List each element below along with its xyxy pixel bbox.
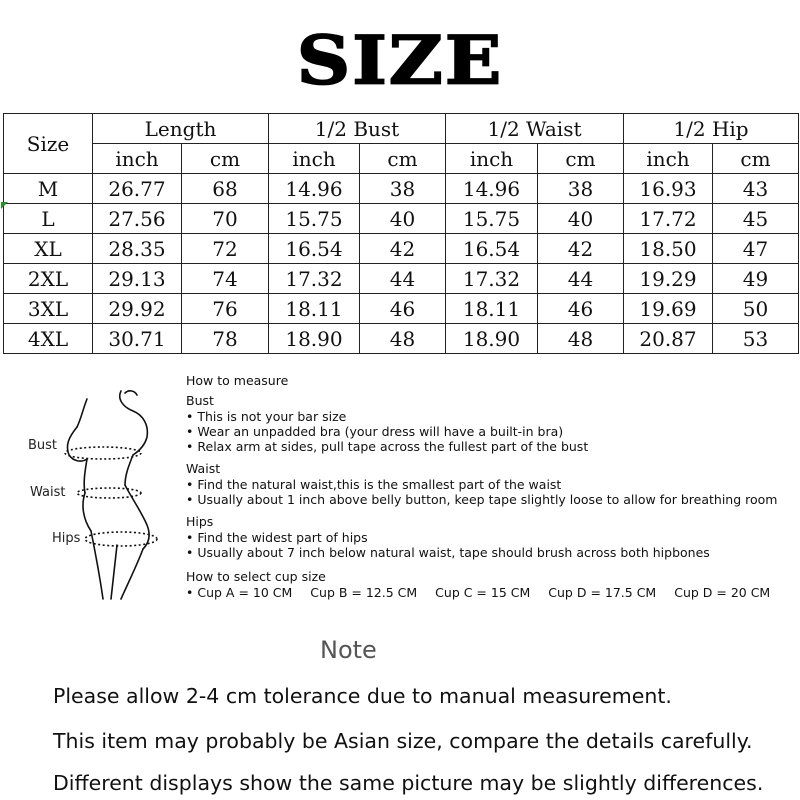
table-cell: 19.29 xyxy=(624,264,713,294)
cup-section-title: How to select cup size xyxy=(186,569,326,584)
table-cell: 19.69 xyxy=(624,294,713,324)
table-cell: 70 xyxy=(182,204,269,234)
table-cell: 29.13 xyxy=(93,264,182,294)
cup-size-item: Cup C = 15 CM xyxy=(435,585,531,600)
table-cell: 20.87 xyxy=(624,324,713,354)
how-to-measure-section xyxy=(186,372,786,601)
bust-label: Bust xyxy=(28,438,58,453)
table-cell: 16.54 xyxy=(446,234,538,264)
table-cell: 42 xyxy=(360,234,446,264)
list-item: • Relax arm at sides, pull tape across the fullest part of the bust xyxy=(186,439,786,454)
table-cell: 42 xyxy=(538,234,624,264)
unit-header: cm xyxy=(182,144,269,174)
table-cell: 29.92 xyxy=(93,294,182,324)
table-cell: 68 xyxy=(182,174,269,204)
unit-header: inch xyxy=(93,144,182,174)
cup-size-list xyxy=(186,585,786,601)
table-cell: 40 xyxy=(538,204,624,234)
table-cell: 18.90 xyxy=(446,324,538,354)
table-row xyxy=(4,204,799,234)
table-cell: 15.75 xyxy=(269,204,360,234)
unit-header: inch xyxy=(624,144,713,174)
cup-size-item: Cup D = 20 CM xyxy=(674,585,771,600)
table-row xyxy=(4,294,799,324)
corner-mark xyxy=(1,202,8,209)
row-size-text: L xyxy=(41,206,55,231)
table-cell: 49 xyxy=(713,264,799,294)
table-cell: 30.71 xyxy=(93,324,182,354)
table-cell: 18.11 xyxy=(446,294,538,324)
row-size-label: M xyxy=(4,174,93,204)
table-row xyxy=(4,174,799,204)
table-cell: 46 xyxy=(538,294,624,324)
how-to-measure-heading: How to measure xyxy=(186,373,289,388)
body-silhouette-illustration xyxy=(25,385,185,615)
table-cell: 78 xyxy=(182,324,269,354)
hips-label: Hips xyxy=(52,531,81,546)
table-cell: 38 xyxy=(360,174,446,204)
table-row xyxy=(4,234,799,264)
cup-size-item: • Cup A = 10 CM xyxy=(186,585,292,601)
table-cell: 46 xyxy=(360,294,446,324)
page-title: SIZE xyxy=(296,22,504,100)
row-size-label xyxy=(4,204,93,234)
list-item: • Find the natural waist,this is the smallest part of the waist xyxy=(186,477,786,492)
table-cell: 40 xyxy=(360,204,446,234)
unit-header: cm xyxy=(538,144,624,174)
cup-size-item: Cup B = 12.5 CM xyxy=(310,585,418,600)
list-item: • Find the widest part of hips xyxy=(186,530,786,545)
bust-header: 1/2 Bust xyxy=(269,114,446,144)
table-cell: 28.35 xyxy=(93,234,182,264)
table-cell: 18.90 xyxy=(269,324,360,354)
list-item: • Usually about 1 inch above belly button, keep tape slightly loose to allow for breathing room xyxy=(186,492,786,507)
list-item: • Usually about 7 inch below natural waist, tape should brush across both hipbones xyxy=(186,545,786,560)
table-cell: 44 xyxy=(360,264,446,294)
list-item: • This is not your bar size xyxy=(186,409,786,424)
table-cell: 26.77 xyxy=(93,174,182,204)
table-cell: 72 xyxy=(182,234,269,264)
waist-section-title: Waist xyxy=(186,461,221,476)
list-item: • Wear an unpadded bra (your dress will have a built-in bra) xyxy=(186,424,786,439)
table-cell: 76 xyxy=(182,294,269,324)
waist-header: 1/2 Waist xyxy=(446,114,624,144)
note-line: Different displays show the same picture may be slightly differences. xyxy=(53,771,764,795)
bust-section-title: Bust xyxy=(186,393,214,408)
unit-header: inch xyxy=(446,144,538,174)
hips-section-title: Hips xyxy=(186,514,214,529)
waist-label: Waist xyxy=(30,485,66,500)
table-cell: 48 xyxy=(538,324,624,354)
table-cell: 18.11 xyxy=(269,294,360,324)
table-row xyxy=(4,324,799,354)
table-cell: 16.54 xyxy=(269,234,360,264)
size-column-header: Size xyxy=(4,114,93,174)
hip-header: 1/2 Hip xyxy=(624,114,799,144)
table-cell: 27.56 xyxy=(93,204,182,234)
table-cell: 18.50 xyxy=(624,234,713,264)
table-row xyxy=(4,264,799,294)
table-cell: 44 xyxy=(538,264,624,294)
table-cell: 17.32 xyxy=(446,264,538,294)
table-cell: 16.93 xyxy=(624,174,713,204)
row-size-label: 2XL xyxy=(4,264,93,294)
note-title: Note xyxy=(320,636,377,664)
cup-size-item: Cup D = 17.5 CM xyxy=(548,585,657,600)
length-header: Length xyxy=(93,114,269,144)
unit-header: inch xyxy=(269,144,360,174)
table-cell: 14.96 xyxy=(446,174,538,204)
table-cell: 45 xyxy=(713,204,799,234)
table-cell: 53 xyxy=(713,324,799,354)
row-size-label: XL xyxy=(4,234,93,264)
table-cell: 47 xyxy=(713,234,799,264)
table-cell: 17.72 xyxy=(624,204,713,234)
table-cell: 50 xyxy=(713,294,799,324)
table-cell: 43 xyxy=(713,174,799,204)
row-size-label: 4XL xyxy=(4,324,93,354)
table-cell: 38 xyxy=(538,174,624,204)
size-chart-table xyxy=(3,113,799,354)
body-measurement-figure xyxy=(25,385,185,615)
table-cell: 17.32 xyxy=(269,264,360,294)
table-cell: 74 xyxy=(182,264,269,294)
unit-header: cm xyxy=(713,144,799,174)
table-cell: 14.96 xyxy=(269,174,360,204)
unit-header: cm xyxy=(360,144,446,174)
table-cell: 15.75 xyxy=(446,204,538,234)
note-line: Please allow 2-4 cm tolerance due to manual measurement. xyxy=(53,684,672,708)
note-line: This item may probably be Asian size, compare the details carefully. xyxy=(53,729,753,753)
row-size-label: 3XL xyxy=(4,294,93,324)
table-cell: 48 xyxy=(360,324,446,354)
